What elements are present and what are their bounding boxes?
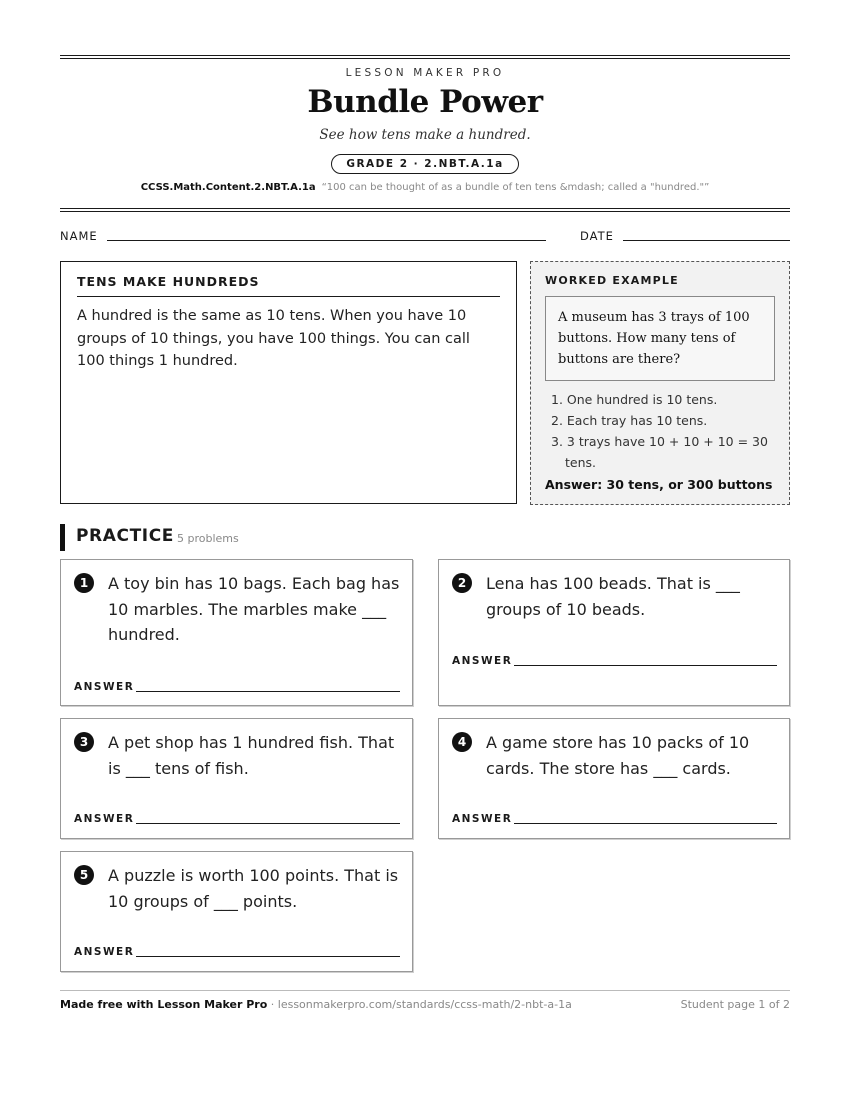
problem-card-1	[60, 559, 413, 706]
answer-label: ANSWER	[74, 813, 135, 825]
problem-number-badge: 5	[74, 865, 94, 885]
footer-made-with: Made free with Lesson Maker Pro	[60, 998, 268, 1011]
answer-input-line[interactable]	[136, 823, 400, 824]
problem-card-2	[438, 559, 790, 706]
date-input-line[interactable]	[623, 240, 790, 241]
answer-input-line[interactable]	[136, 691, 400, 692]
concept-title: TENS MAKE HUNDREDS	[77, 274, 500, 297]
standard-code: CCSS.Math.Content.2.NBT.A.1a	[140, 182, 316, 193]
problem-card-3	[60, 718, 413, 839]
worked-example-problem: A museum has 3 trays of 100 buttons. How many tens of buttons are there?	[545, 296, 775, 381]
header-top-rule	[60, 55, 790, 59]
practice-count: 5 problems	[177, 532, 239, 545]
answer-label: ANSWER	[74, 946, 135, 958]
problem-text: A puzzle is worth 100 points. That is 10 groups of ___ points.	[108, 866, 399, 911]
step-item: 2. Each tray has 10 tens.	[551, 413, 708, 428]
name-input-line[interactable]	[107, 240, 546, 241]
footer-rule	[60, 990, 790, 991]
name-label: NAME	[60, 229, 98, 243]
problem-text: Lena has 100 beads. That is ___ groups of 10 beads.	[486, 574, 740, 619]
page-subtitle: See how tens make a hundred.	[319, 127, 531, 143]
step-item: 3. 3 trays have 10 + 10 + 10 = 30 tens.	[551, 434, 768, 470]
concept-body: A hundred is the same as 10 tens. When you have 10 groups of 10 things, you have 100 things. You can call 100 things 1 hundred.	[77, 308, 470, 369]
problem-text: A toy bin has 10 bags. Each bag has 10 marbles. The marbles make ___ hundred.	[108, 574, 400, 644]
problem-text: A game store has 10 packs of 10 cards. The store has ___ cards.	[486, 733, 750, 778]
standard-line	[60, 182, 790, 193]
worksheet-page	[60, 0, 790, 1100]
answer-input-line[interactable]	[136, 956, 400, 957]
worked-example-steps	[545, 389, 775, 473]
answer-input-line[interactable]	[514, 823, 777, 824]
worked-example-title: WORKED EXAMPLE	[545, 274, 679, 287]
practice-title: PRACTICE	[76, 526, 174, 546]
grade-standard-badge: GRADE 2 · 2.NBT.A.1a	[331, 154, 518, 174]
problem-number-badge: 2	[452, 573, 472, 593]
brand-name: LESSON MAKER PRO	[345, 67, 505, 79]
answer-input-line[interactable]	[514, 665, 777, 666]
worked-example-answer: Answer: 30 tens, or 300 buttons	[545, 477, 773, 492]
problem-text: A pet shop has 1 hundred fish. That is ___ tens of fish.	[108, 733, 395, 778]
page-title: Bundle Power	[307, 84, 543, 120]
answer-label: ANSWER	[74, 681, 135, 693]
footer-page-number: Student page 1 of 2	[680, 998, 790, 1011]
footer-credit	[60, 998, 572, 1011]
problem-card-4	[438, 718, 790, 839]
answer-label: ANSWER	[452, 655, 513, 667]
problem-number-badge: 1	[74, 573, 94, 593]
header-bottom-rule	[60, 208, 790, 212]
problem-card-5	[60, 851, 413, 972]
practice-accent-bar	[60, 524, 65, 551]
standard-description: “100 can be thought of as a bundle of ten tens &mdash; called a "hundred."”	[321, 182, 710, 193]
worked-example-box	[530, 261, 790, 505]
concept-box	[60, 261, 517, 504]
date-label: DATE	[580, 229, 614, 243]
problem-number-badge: 4	[452, 732, 472, 752]
problem-number-badge: 3	[74, 732, 94, 752]
answer-label: ANSWER	[452, 813, 513, 825]
footer-url[interactable]: · lessonmakerpro.com/standards/ccss-math/2-nbt-a-1a	[267, 998, 572, 1011]
step-item: 1. One hundred is 10 tens.	[551, 392, 718, 407]
